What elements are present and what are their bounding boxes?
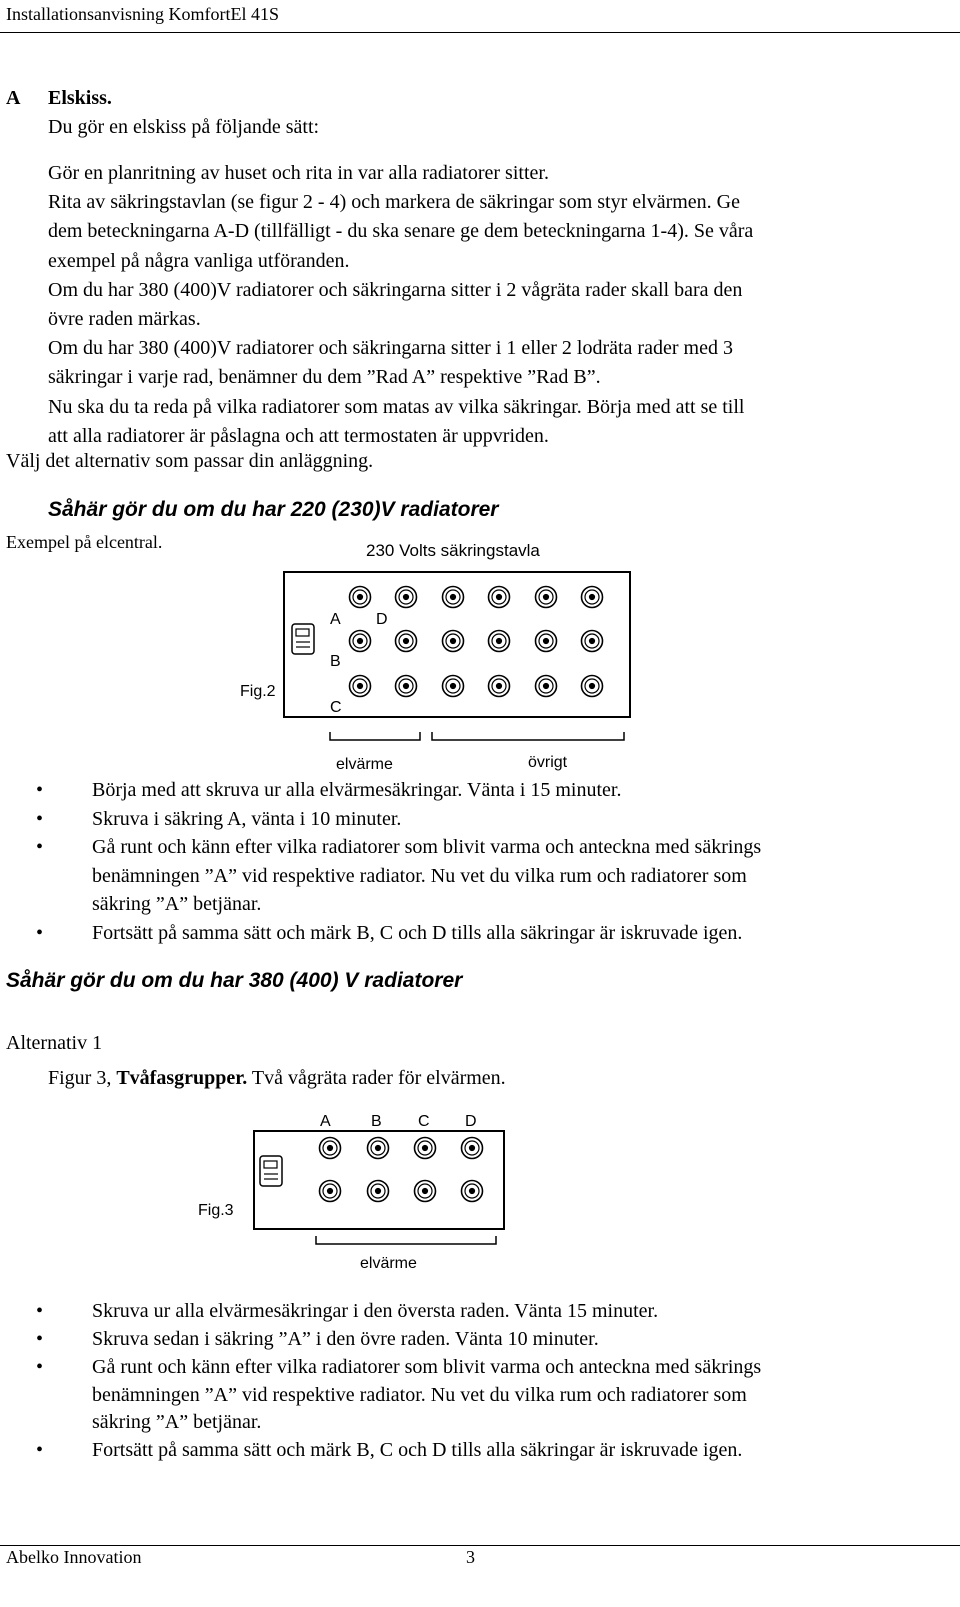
fuse — [443, 676, 464, 697]
fuse — [582, 587, 603, 608]
fuse — [320, 1138, 341, 1159]
bullet-text: Skruva i säkring A, vänta i 10 minuter. — [92, 807, 402, 830]
body-line: Om du har 380 (400)V radiatorer och säkringarna sitter i 1 eller 2 lodräta rader med 3 — [48, 337, 733, 360]
fuse-label-c: C — [418, 1113, 430, 1130]
fuse — [536, 587, 557, 608]
fuse — [443, 587, 464, 608]
bracket-label-elvarme: elvärme — [360, 1255, 417, 1272]
bullet-text: Gå runt och känn efter vilka radiatorer som blivit varma och anteckna med säkrings — [92, 836, 762, 858]
bracket-ovrigt — [432, 732, 624, 740]
heading-380v: Såhär gör du om du har 380 (400) V radiatorer — [6, 969, 463, 992]
fuse-label-a: A — [330, 611, 341, 628]
fuse-label-b: B — [330, 653, 341, 670]
bullet-text: säkring ”A” betjänar. — [92, 893, 262, 915]
choose-text: Välj det alternativ som passar din anläggning. — [6, 450, 374, 472]
fuse-label-d: D — [376, 611, 388, 628]
body-line: Rita av säkringstavlan (se figur 2 - 4) och markera de säkringar som styr elvärmen. Ge — [48, 191, 740, 214]
figure-3-label: Fig.3 — [198, 1202, 234, 1219]
body-line: Nu ska du ta reda på vilka radiatorer som matas av vilka säkringar. Börja med att se till — [48, 395, 745, 418]
fuse-label-b: B — [371, 1113, 382, 1130]
footer-company: Abelko Innovation — [6, 1547, 142, 1567]
bullet-dot: • — [36, 836, 44, 858]
fuse — [396, 676, 417, 697]
fuse — [350, 676, 371, 697]
bullet-dot: • — [36, 1300, 44, 1322]
bracket-label-ovrigt: övrigt — [528, 754, 568, 771]
fuse — [462, 1138, 483, 1159]
footer-rule — [0, 1545, 960, 1546]
heading-230v: Såhär gör du om du har 220 (230)V radiatorer — [48, 498, 499, 521]
fuse — [462, 1181, 483, 1202]
bullet-dot: • — [36, 1328, 44, 1350]
bullet-text: Börja med att skruva ur alla elvärmesäkringar. Vänta i 15 minuter. — [92, 779, 622, 801]
body-line: att alla radiatorer är påslagna och att termostaten är uppvriden. — [48, 424, 549, 447]
figure-3-intro-bold: Tvåfasgrupper. — [116, 1067, 248, 1089]
section-letter: A — [6, 87, 21, 109]
fuse-board-figure-3 — [190, 1106, 510, 1276]
body-line: dem beteckningarna A-D (tillfälligt - du ska senare ge dem beteckningarna 1-4). Se våra — [48, 220, 754, 243]
fuse-label-d: D — [465, 1113, 477, 1130]
main-switch-icon — [260, 1156, 282, 1186]
body-line: säkringar i varje rad, benämner du dem ”Rad A” respektive ”Rad B”. — [48, 366, 601, 389]
bullet-text: Fortsätt på samma sätt och märk B, C och D tills alla säkringar är iskruvade igen. — [92, 921, 743, 944]
bullet-dot: • — [36, 807, 44, 830]
fuse — [582, 631, 603, 652]
bullet-dot: • — [36, 1439, 44, 1461]
bracket-elvarme — [316, 1236, 496, 1244]
fuse — [489, 587, 510, 608]
fuse — [396, 631, 417, 652]
body-line: exempel på några vanliga utföranden. — [48, 249, 350, 272]
fuse — [350, 587, 371, 608]
figure-3-intro-a: Figur 3, — [48, 1067, 117, 1089]
section-title: Elskiss. — [48, 87, 112, 109]
footer-page-number: 3 — [466, 1547, 475, 1567]
bullet-text: benämningen ”A” vid respektive radiator. Nu vet du vilka rum och radiatorer som — [92, 1383, 747, 1406]
figure-2-label: Fig.2 — [240, 683, 276, 700]
fuse — [582, 676, 603, 697]
figure-3-intro-c: Två vågräta rader för elvärmen. — [247, 1067, 506, 1089]
fuse — [350, 631, 371, 652]
fuse-board-figure-2 — [230, 536, 650, 776]
fuse — [536, 631, 557, 652]
bullet-text: Gå runt och känn efter vilka radiatorer som blivit varma och anteckna med säkrings — [92, 1356, 762, 1378]
figure-3-intro — [48, 1064, 506, 1092]
fuse — [489, 676, 510, 697]
fuse-label-c: C — [330, 699, 342, 716]
fuse — [536, 676, 557, 697]
fuse — [489, 631, 510, 652]
body-line: Gör en planritning av huset och rita in var alla radiatorer sitter. — [48, 162, 549, 184]
section-intro: Du gör en elskiss på följande sätt: — [48, 116, 320, 138]
document-header: Installationsanvisning KomfortEl 41S — [6, 4, 279, 24]
fuse-label-a: A — [320, 1113, 331, 1130]
bullet-dot: • — [36, 921, 44, 944]
example-label: Exempel på elcentral. — [6, 532, 163, 552]
fuse-grid — [350, 587, 603, 697]
fuse — [368, 1181, 389, 1202]
bullet-text: säkring ”A” betjänar. — [92, 1411, 262, 1433]
fuse — [368, 1138, 389, 1159]
fuse-grid — [320, 1138, 483, 1202]
body-line: Om du har 380 (400)V radiatorer och säkringarna sitter i 2 vågräta rader skall bara den — [48, 278, 743, 301]
bracket-label-elvarme: elvärme — [336, 756, 393, 773]
fuse — [415, 1138, 436, 1159]
figure-2-title: 230 Volts säkringstavla — [366, 541, 540, 560]
alternative-title: Alternativ 1 — [6, 1032, 103, 1054]
bullet-text: benämningen ”A” vid respektive radiator. Nu vet du vilka rum och radiatorer som — [92, 864, 747, 887]
bullet-dot: • — [36, 779, 44, 801]
bullet-dot: • — [36, 1356, 44, 1378]
bullet-text: Skruva ur alla elvärmesäkringar i den översta raden. Vänta 15 minuter. — [92, 1300, 659, 1322]
header-rule — [0, 32, 960, 33]
bracket-elvarme — [330, 732, 420, 740]
fuse — [443, 631, 464, 652]
fuse — [320, 1181, 341, 1202]
fuse — [396, 587, 417, 608]
main-switch-icon — [292, 624, 314, 654]
fuse — [415, 1181, 436, 1202]
bullet-text: Fortsätt på samma sätt och märk B, C och D tills alla säkringar är iskruvade igen. — [92, 1439, 743, 1461]
bullet-text: Skruva sedan i säkring ”A” i den övre raden. Vänta 10 minuter. — [92, 1328, 599, 1350]
body-line: övre raden märkas. — [48, 308, 201, 330]
